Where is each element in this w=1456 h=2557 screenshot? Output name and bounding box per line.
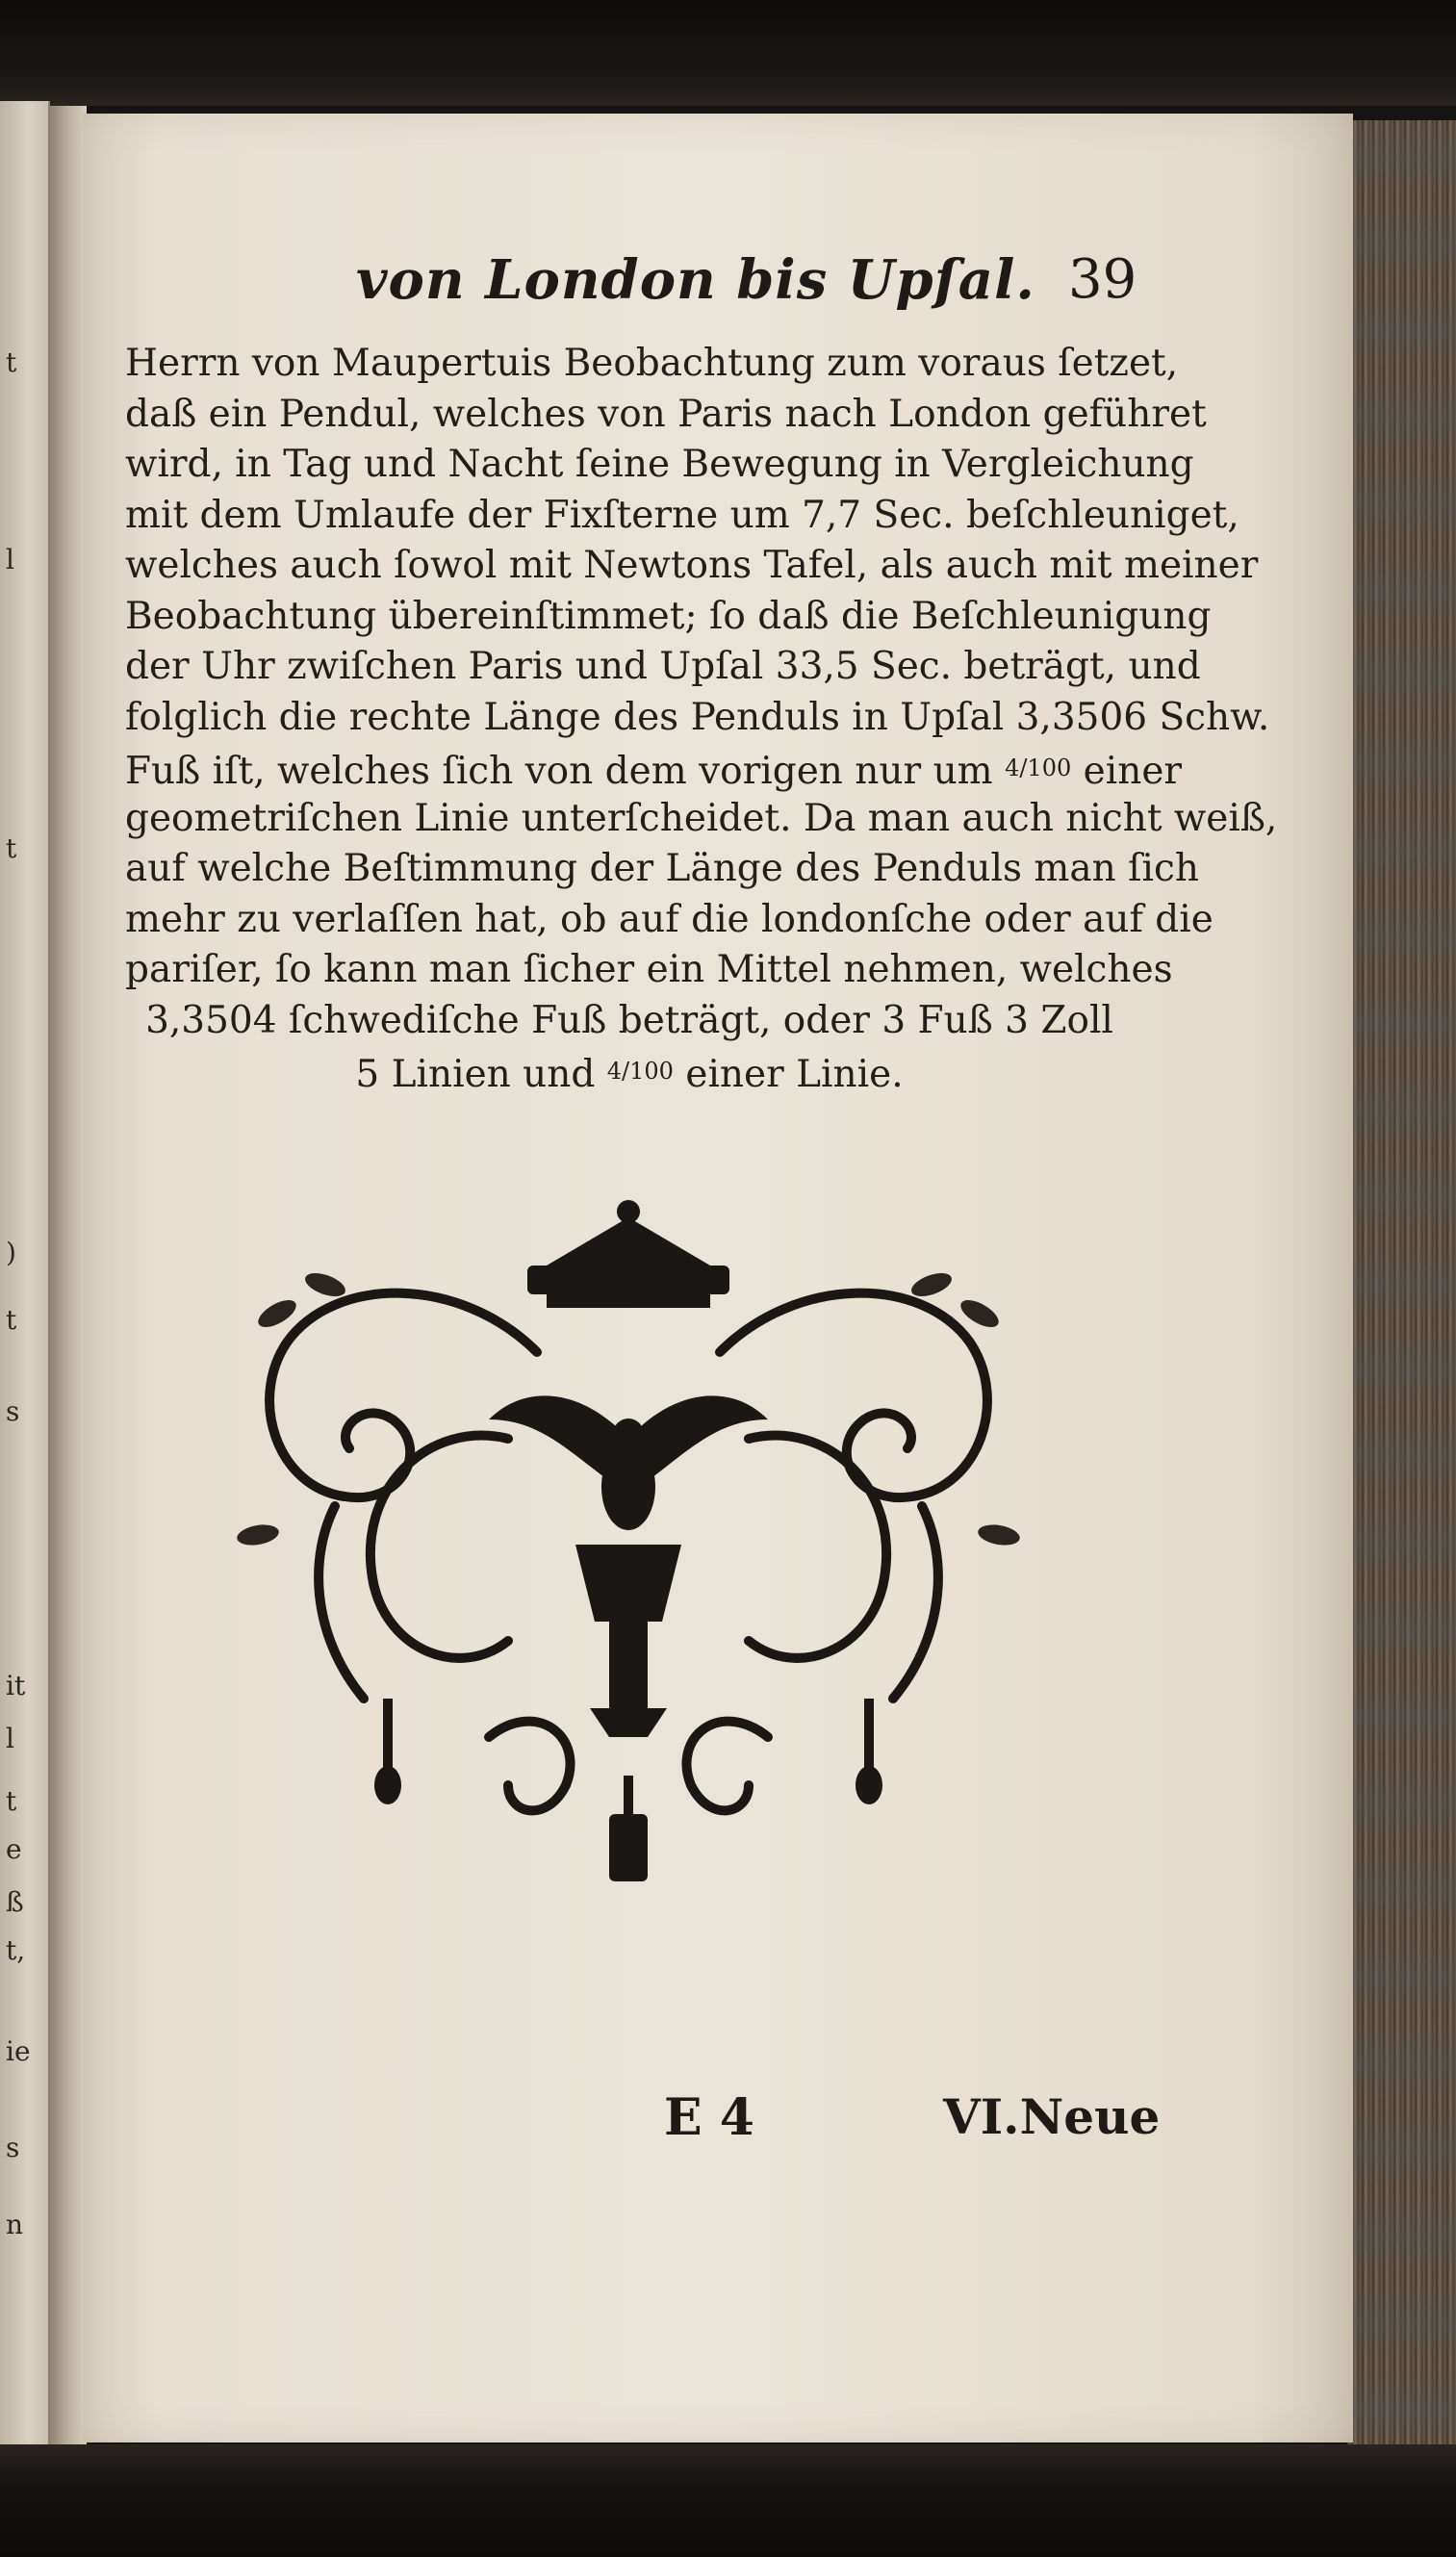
scroll-right-tail (893, 1506, 938, 1699)
page-footer (664, 2088, 1161, 2165)
eagle (489, 1395, 768, 1530)
bottom-shadow (0, 2444, 1456, 2557)
scroll-bottom-right (686, 1722, 768, 1811)
text-line: Beobachtung übereinſtimmet; ſo daß die Beſchleunigung (125, 594, 1212, 638)
text-segment: Fuß iſt, welches ſich von dem vorigen nur um (125, 750, 993, 793)
edge-glyph: it (6, 1670, 26, 1701)
edge-glyph: ß (6, 1886, 24, 1918)
text-line: mehr zu verlaſſen hat, ob auf die londonſche oder auf die (125, 897, 1213, 941)
edge-glyph: ie (6, 2035, 31, 2067)
edge-glyph: t (6, 1304, 17, 1336)
text-line: pariſer, ſo kann man ſicher ein Mittel nehmen, welches (125, 948, 1173, 991)
text-line: 3,3504 ſchwediſche Fuß beträgt, oder 3 Fuß 3 Zoll (145, 998, 1113, 1042)
edge-glyph: t, (6, 1934, 26, 1966)
text-segment: einer Linie. (685, 1053, 904, 1096)
text-line: wird, in Tag und Nacht ſeine Bewegung in Vergleichung (125, 443, 1194, 486)
book-gutter (48, 106, 87, 2454)
scroll-right-lower (749, 1436, 886, 1658)
text-line: daß ein Pendul, welches von Paris nach London geführet (125, 392, 1207, 436)
edge-glyph: t (6, 832, 17, 864)
text-line: auf welche Beſtimmung der Länge des Penduls man ſich (125, 847, 1199, 890)
scroll-left-tail (319, 1506, 364, 1699)
text-line: folglich die rechte Länge des Penduls in Upſal 3,3506 Schw. (125, 695, 1270, 739)
tassel (609, 1776, 648, 1881)
edge-glyph: t (6, 1785, 17, 1817)
text-line-with-fraction (125, 1046, 1134, 1097)
scroll-bottom-left (489, 1722, 571, 1811)
signature-mark: E 4 (664, 2088, 754, 2147)
edge-glyph: e (6, 1833, 22, 1865)
page-block-edge (1347, 120, 1456, 2449)
edge-glyph: l (6, 544, 14, 575)
text-line: welches auch ſowol mit Newtons Tafel, als auch mit meiner (125, 544, 1259, 587)
text-line: mit dem Umlaufe der Fixſterne um 7,7 Sec. beſchleuniget, (125, 493, 1239, 537)
edge-glyph: n (6, 2209, 24, 2240)
edge-glyph: s (6, 2132, 20, 2163)
top-shadow (0, 0, 1456, 106)
text-line: der Uhr zwiſchen Paris und Upſal 33,5 Sec. beträgt, und (125, 645, 1201, 688)
fraction: 4/100 (1005, 754, 1072, 781)
running-head: von London bis Upſal. (356, 248, 1035, 312)
canopy (527, 1200, 729, 1308)
text-line: Herrn von Maupertuis Beobachtung zum voraus ſetzet, (125, 342, 1179, 385)
previous-page-edge (0, 101, 50, 2449)
edge-glyph: t (6, 346, 17, 378)
edge-glyph: l (6, 1723, 14, 1754)
urn (575, 1545, 681, 1737)
fraction: 4/100 (606, 1058, 674, 1085)
text-segment: 5 Linien und (355, 1053, 596, 1096)
catchword: VI.Neue (943, 2088, 1161, 2145)
text-segment: einer (1083, 750, 1183, 793)
edge-glyph: ) (6, 1237, 16, 1268)
body-text (125, 339, 1278, 1097)
page-number: 39 (1068, 248, 1137, 311)
text-line: geometriſchen Linie unterſcheidet. Da man auch nicht weiß, (125, 796, 1278, 840)
page-header (356, 248, 1137, 325)
scroll-left-lower (370, 1436, 508, 1658)
eagle-vignette-ornament (219, 1198, 1037, 1910)
text-line-with-fraction (125, 743, 1183, 794)
edge-glyph: s (6, 1395, 20, 1427)
